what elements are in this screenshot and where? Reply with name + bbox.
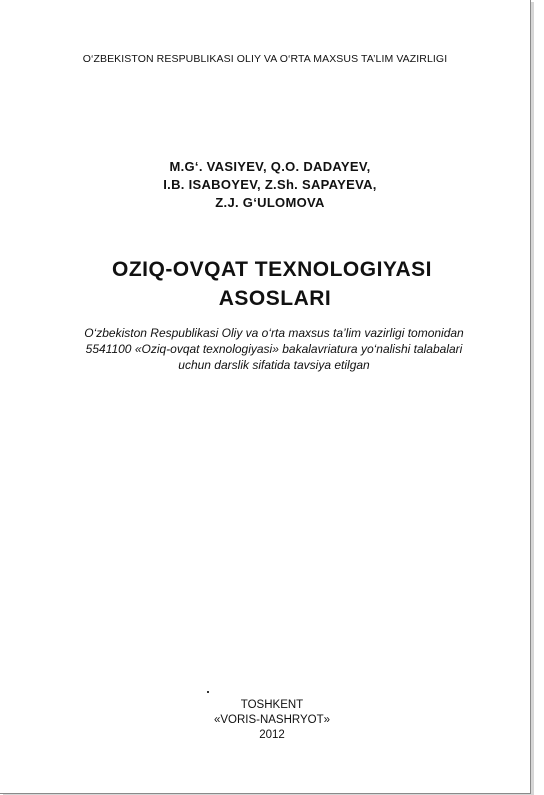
- book-title-line-2: ASOSLARI: [218, 287, 332, 310]
- book-title: [0, 255, 544, 313]
- author-list: [0, 158, 540, 212]
- ministry-heading: O‘ZBEKISTON RESPUBLIKASI OLIY VA O‘RTA MAXSUS TA’LIM VAZIRLIGI: [82, 53, 448, 65]
- print-mark: [207, 691, 209, 693]
- imprint: [0, 698, 544, 743]
- author-line: M.G‘. VASIYEV, Q.O. DADAYEV,: [169, 159, 371, 174]
- book-title-line-1: OZIQ-OVQAT TEXNOLOGIYASI: [111, 258, 433, 281]
- approval-note-line: uchun darslik sifatida tavsiya etilgan: [178, 358, 370, 372]
- author-line: Z.J. G‘ULOMOVA: [215, 195, 325, 210]
- imprint-city: TOSHKENT: [240, 699, 304, 711]
- approval-note-line: 5541100 «Oziq-ovqat texnologiyasi» bakalavriatura yo‘nalishi talabalari: [85, 342, 463, 356]
- imprint-publisher: «VORIS-NASHRYOT»: [213, 714, 331, 726]
- imprint-year: 2012: [259, 729, 285, 741]
- approval-note: [40, 325, 508, 373]
- author-line: I.B. ISABOYEV, Z.Sh. SAPAYEVA,: [163, 177, 377, 192]
- approval-note-line: O‘zbekiston Respublikasi Oliy va o‘rta maxsus ta’lim vazirligi tomonidan: [84, 326, 464, 340]
